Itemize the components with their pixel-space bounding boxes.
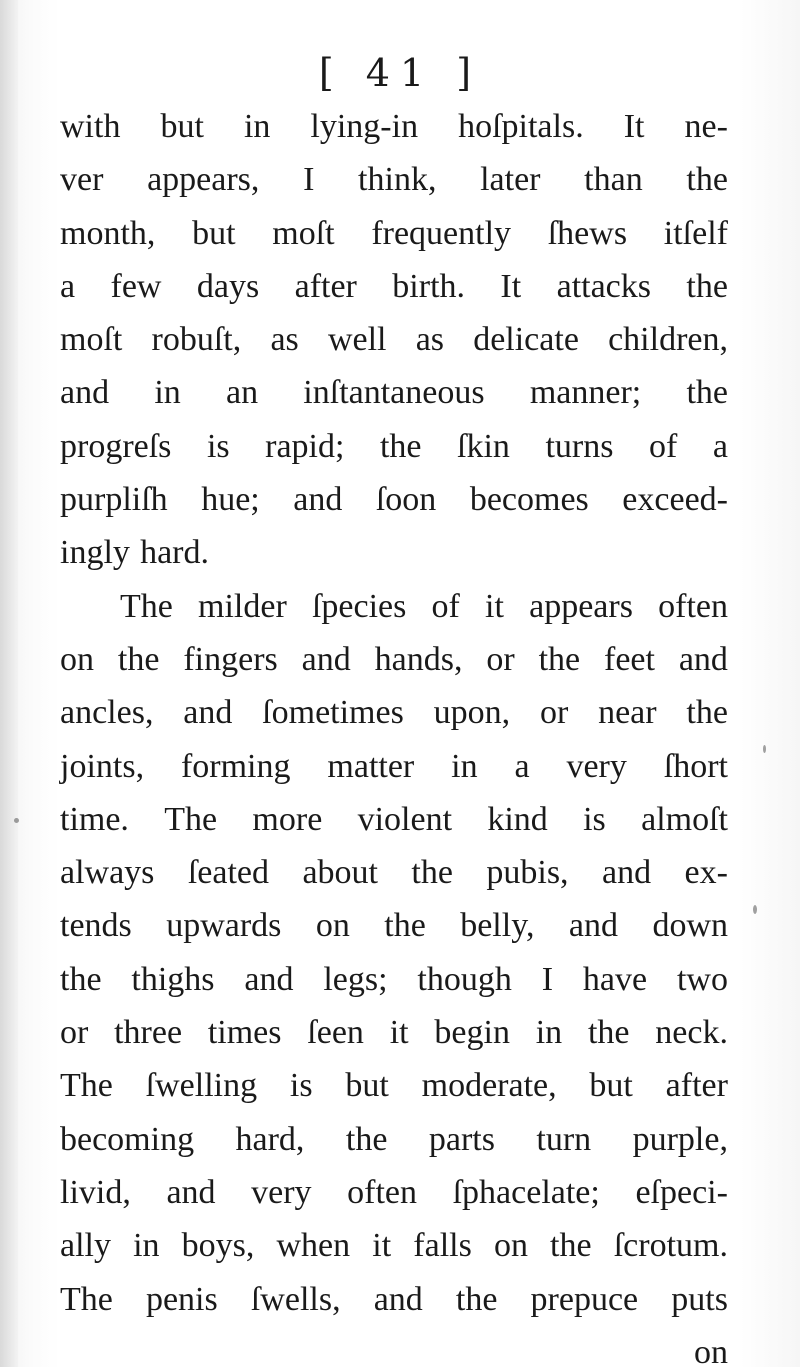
text-line	[60, 420, 728, 473]
word: milder	[198, 587, 287, 625]
text-line	[60, 740, 728, 793]
word: have	[582, 960, 648, 998]
word: and	[568, 907, 619, 945]
word: appears	[529, 587, 633, 625]
word: It	[623, 108, 645, 145]
word: The	[164, 800, 218, 838]
word: livid,	[60, 1173, 131, 1211]
ink-speck	[753, 905, 757, 914]
word: in	[451, 747, 478, 785]
word: on	[315, 907, 350, 945]
text-line	[60, 793, 728, 846]
word: pubis,	[486, 854, 569, 892]
text-line	[60, 846, 728, 899]
word: time.	[60, 800, 129, 838]
word: the	[686, 694, 728, 732]
word: the	[379, 427, 422, 465]
word: hoſpitals.	[458, 108, 584, 145]
word: a	[60, 267, 76, 305]
word: the	[686, 267, 728, 305]
word: ſphacelate;	[452, 1173, 600, 1211]
word: always	[60, 854, 155, 892]
text-line	[60, 686, 728, 739]
ink-speck	[14, 818, 19, 823]
word: parts	[428, 1120, 495, 1158]
word: almoſt	[641, 800, 728, 838]
word: though	[417, 960, 512, 998]
text-line	[60, 207, 728, 260]
word: the	[686, 161, 728, 199]
word: I	[303, 161, 315, 199]
text-line	[60, 313, 728, 366]
word: after	[665, 1067, 728, 1105]
word: exceed-	[622, 481, 728, 519]
word: often	[658, 587, 728, 625]
word: prepuce	[530, 1280, 639, 1318]
word: lying-in	[310, 108, 419, 145]
word: moderate,	[421, 1067, 557, 1105]
word: a	[712, 427, 728, 465]
text-line	[60, 366, 728, 419]
catchword	[60, 1326, 728, 1367]
word: violent	[357, 800, 453, 838]
word: joints,	[60, 747, 145, 785]
word: ally	[60, 1227, 111, 1265]
text-line	[60, 100, 728, 153]
word: birth.	[392, 267, 466, 305]
ink-speck	[763, 745, 766, 753]
word: forming	[180, 747, 291, 785]
word: fingers	[183, 640, 278, 678]
paragraph-first-line	[60, 580, 728, 633]
word: it	[485, 587, 504, 625]
word: becomes	[469, 481, 589, 519]
text-line	[60, 1219, 728, 1272]
word: is	[206, 427, 230, 465]
word: moſt	[60, 321, 123, 359]
page-gutter-shadow	[0, 0, 18, 1367]
word: the	[455, 1280, 498, 1318]
word: the	[117, 640, 160, 678]
word: or	[60, 1014, 89, 1052]
text-line	[60, 633, 728, 686]
word: The	[60, 1280, 113, 1318]
word: turn	[536, 1120, 592, 1158]
word: and	[244, 960, 294, 998]
word: moſt	[272, 214, 335, 252]
word: but	[160, 108, 204, 145]
word: children,	[608, 321, 728, 359]
word: ne-	[684, 108, 728, 145]
word: and	[60, 374, 110, 412]
word: with	[60, 108, 121, 145]
word: ſoon	[375, 481, 437, 519]
text-line	[60, 153, 728, 206]
text-line	[60, 899, 728, 952]
word: boys,	[181, 1227, 255, 1265]
text-line	[60, 473, 728, 526]
word: ſwells,	[250, 1280, 341, 1318]
word: and	[293, 481, 343, 519]
word: times	[207, 1014, 282, 1052]
word: hands,	[374, 640, 463, 678]
word: itſelf	[663, 214, 728, 252]
word: or	[486, 640, 515, 678]
word: well	[327, 321, 387, 359]
word: I	[541, 960, 554, 998]
word: often	[347, 1173, 417, 1211]
word: ſkin	[457, 427, 510, 465]
word: very	[251, 1173, 312, 1211]
word: ſometimes	[262, 694, 404, 732]
word: is	[289, 1067, 313, 1105]
word: matter	[327, 747, 415, 785]
word: manner;	[529, 374, 642, 412]
word: ſwelling	[145, 1067, 258, 1105]
text-line	[60, 1166, 728, 1219]
word: than	[584, 161, 643, 199]
word: kind	[487, 800, 548, 838]
word: is	[583, 800, 606, 838]
word: and	[301, 640, 351, 678]
word: ſpecies	[311, 587, 407, 625]
word: It	[500, 267, 522, 305]
word: becoming	[60, 1120, 195, 1158]
word: upwards	[166, 907, 282, 945]
page-number: [ 41 ]	[318, 51, 482, 95]
word: very	[566, 747, 627, 785]
word: later	[480, 161, 541, 199]
word: a	[514, 747, 530, 785]
text-line	[60, 953, 728, 1006]
word: and	[678, 640, 728, 678]
word: delicate	[473, 321, 579, 359]
word: ver	[60, 161, 104, 199]
word: in	[133, 1227, 160, 1265]
word: ancles,	[60, 694, 154, 732]
word: three	[114, 1014, 183, 1052]
word: ſeated	[187, 854, 270, 892]
word: and	[373, 1280, 423, 1318]
word: as	[270, 321, 299, 359]
word: think,	[358, 161, 437, 199]
word: legs;	[323, 960, 388, 998]
word: the	[538, 640, 581, 678]
word: the	[550, 1227, 592, 1265]
word: the	[411, 854, 453, 892]
word: or	[539, 694, 569, 732]
word: on	[493, 1227, 528, 1265]
word: turns	[545, 427, 614, 465]
text-line	[60, 1113, 728, 1166]
body-text	[60, 100, 728, 1367]
word: but	[192, 214, 236, 252]
word: an	[225, 374, 259, 412]
word: ingly	[60, 534, 130, 572]
word: ſhort	[663, 747, 728, 785]
word: ex-	[684, 854, 728, 892]
word: in	[243, 108, 271, 145]
word: in	[535, 1014, 563, 1052]
word: belly,	[460, 907, 535, 945]
text-line	[60, 260, 728, 313]
word: thighs	[131, 960, 215, 998]
word: in	[154, 374, 181, 412]
word: and	[183, 694, 233, 732]
word: neck.	[655, 1014, 728, 1052]
word: penis	[145, 1280, 218, 1318]
catchword-text: on	[694, 1333, 728, 1367]
word: purpliſh	[60, 481, 168, 519]
word: the	[587, 1014, 630, 1052]
word: of	[648, 427, 678, 465]
word: appears,	[147, 161, 260, 199]
word: about	[302, 854, 378, 892]
word: ſhews	[547, 214, 628, 252]
word: as	[415, 321, 445, 359]
word: rapid;	[265, 427, 345, 465]
word: hue;	[201, 481, 260, 519]
word: near	[598, 694, 657, 732]
word: feet	[604, 640, 655, 678]
word: the	[60, 960, 102, 998]
word: falls	[413, 1227, 472, 1265]
word: ſcrotum.	[613, 1227, 728, 1265]
word: after	[294, 267, 357, 305]
word: the	[384, 907, 426, 945]
text-line	[60, 526, 728, 579]
word: days	[196, 267, 260, 305]
word: ſeen	[307, 1014, 364, 1052]
word: progreſs	[60, 427, 172, 465]
word: hard.	[140, 534, 210, 572]
word: down	[652, 907, 728, 945]
word: robuſt,	[151, 321, 242, 359]
word: frequently	[371, 214, 512, 252]
word: two	[676, 960, 728, 998]
word: and	[166, 1173, 216, 1211]
word: the	[345, 1120, 388, 1158]
word: begin	[434, 1014, 510, 1052]
text-line	[60, 1273, 728, 1326]
text-line	[60, 1006, 728, 1059]
word: of	[431, 587, 460, 625]
word: month,	[60, 214, 156, 252]
word: eſpeci-	[635, 1173, 728, 1211]
word: purple,	[632, 1120, 728, 1158]
word: The	[120, 587, 173, 625]
word: tends	[60, 907, 132, 945]
word: the	[686, 374, 728, 412]
word: inſtantaneous	[303, 374, 485, 412]
text-line	[60, 1059, 728, 1112]
word: hard,	[235, 1120, 305, 1158]
word: but	[589, 1067, 633, 1105]
word: it	[372, 1227, 392, 1265]
word: and	[601, 854, 652, 892]
word: when	[276, 1227, 351, 1265]
word: The	[60, 1067, 113, 1105]
word: attacks	[556, 267, 652, 305]
word: more	[252, 800, 323, 838]
word: on	[60, 640, 94, 678]
word: it	[389, 1014, 409, 1052]
word: but	[345, 1067, 389, 1105]
word: puts	[671, 1280, 728, 1318]
word: upon,	[433, 694, 511, 732]
word: few	[110, 267, 162, 305]
